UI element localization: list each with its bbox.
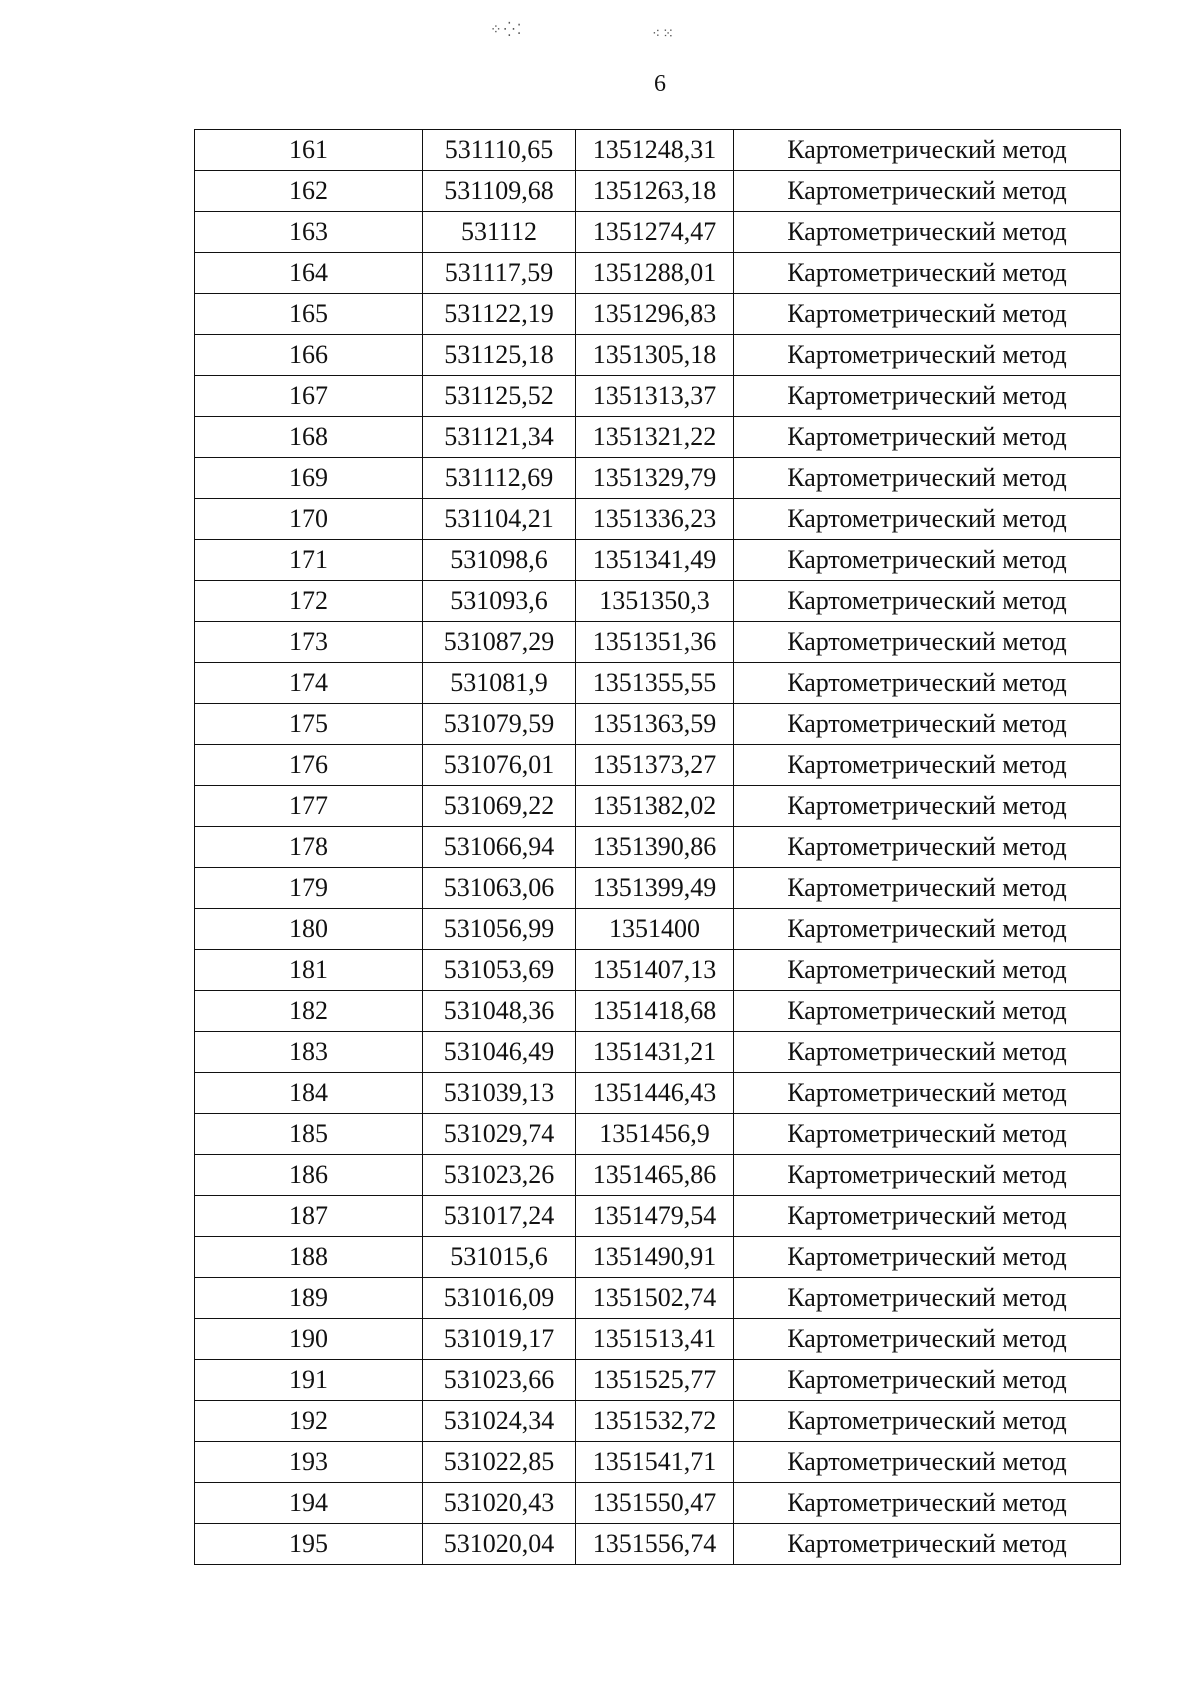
point-number-cell: 189 — [195, 1278, 423, 1319]
y-coordinate-cell: 1351336,23 — [576, 499, 734, 540]
point-number-cell: 178 — [195, 827, 423, 868]
x-coordinate-cell: 531121,34 — [423, 417, 576, 458]
method-cell: Картометрический метод — [734, 499, 1121, 540]
y-coordinate-cell: 1351373,27 — [576, 745, 734, 786]
x-coordinate-cell: 531122,19 — [423, 294, 576, 335]
table-row — [195, 827, 1121, 868]
table-row — [195, 1073, 1121, 1114]
y-coordinate-cell: 1351541,71 — [576, 1442, 734, 1483]
point-number-cell: 171 — [195, 540, 423, 581]
table-row — [195, 294, 1121, 335]
y-coordinate-cell: 1351296,83 — [576, 294, 734, 335]
y-coordinate-cell: 1351502,74 — [576, 1278, 734, 1319]
x-coordinate-cell: 531125,18 — [423, 335, 576, 376]
y-coordinate-cell: 1351431,21 — [576, 1032, 734, 1073]
method-cell: Картометрический метод — [734, 1196, 1121, 1237]
method-cell: Картометрический метод — [734, 212, 1121, 253]
method-cell: Картометрический метод — [734, 294, 1121, 335]
method-cell: Картометрический метод — [734, 1237, 1121, 1278]
method-cell: Картометрический метод — [734, 663, 1121, 704]
point-number-cell: 175 — [195, 704, 423, 745]
x-coordinate-cell: 531039,13 — [423, 1073, 576, 1114]
x-coordinate-cell: 531098,6 — [423, 540, 576, 581]
method-cell: Картометрический метод — [734, 1155, 1121, 1196]
table-row — [195, 1237, 1121, 1278]
method-cell: Картометрический метод — [734, 950, 1121, 991]
scan-artifact: ⁘⁛⁚ — [490, 23, 524, 38]
y-coordinate-cell: 1351321,22 — [576, 417, 734, 458]
table-row — [195, 1360, 1121, 1401]
x-coordinate-cell: 531020,04 — [423, 1524, 576, 1565]
table-row — [195, 909, 1121, 950]
method-cell: Картометрический метод — [734, 335, 1121, 376]
x-coordinate-cell: 531066,94 — [423, 827, 576, 868]
method-cell: Картометрический метод — [734, 827, 1121, 868]
x-coordinate-cell: 531046,49 — [423, 1032, 576, 1073]
method-cell: Картометрический метод — [734, 1278, 1121, 1319]
method-cell: Картометрический метод — [734, 253, 1121, 294]
method-cell: Картометрический метод — [734, 1114, 1121, 1155]
point-number-cell: 173 — [195, 622, 423, 663]
scan-artifact: ⁖⁙ — [652, 27, 676, 42]
y-coordinate-cell: 1351355,55 — [576, 663, 734, 704]
y-coordinate-cell: 1351274,47 — [576, 212, 734, 253]
point-number-cell: 182 — [195, 991, 423, 1032]
table-row — [195, 581, 1121, 622]
y-coordinate-cell: 1351550,47 — [576, 1483, 734, 1524]
y-coordinate-cell: 1351263,18 — [576, 171, 734, 212]
x-coordinate-cell: 531053,69 — [423, 950, 576, 991]
method-cell: Картометрический метод — [734, 909, 1121, 950]
table-row — [195, 130, 1121, 171]
method-cell: Картометрический метод — [734, 1073, 1121, 1114]
method-cell: Картометрический метод — [734, 1032, 1121, 1073]
point-number-cell: 161 — [195, 130, 423, 171]
point-number-cell: 195 — [195, 1524, 423, 1565]
y-coordinate-cell: 1351456,9 — [576, 1114, 734, 1155]
x-coordinate-cell: 531063,06 — [423, 868, 576, 909]
x-coordinate-cell: 531020,43 — [423, 1483, 576, 1524]
y-coordinate-cell: 1351363,59 — [576, 704, 734, 745]
method-cell: Картометрический метод — [734, 417, 1121, 458]
point-number-cell: 183 — [195, 1032, 423, 1073]
table-row — [195, 745, 1121, 786]
method-cell: Картометрический метод — [734, 1442, 1121, 1483]
table-row — [195, 540, 1121, 581]
table-row — [195, 253, 1121, 294]
point-number-cell: 190 — [195, 1319, 423, 1360]
method-cell: Картометрический метод — [734, 704, 1121, 745]
point-number-cell: 185 — [195, 1114, 423, 1155]
table-row — [195, 376, 1121, 417]
table-row — [195, 991, 1121, 1032]
method-cell: Картометрический метод — [734, 745, 1121, 786]
y-coordinate-cell: 1351400 — [576, 909, 734, 950]
coordinates-table-body — [195, 130, 1121, 1565]
table-row — [195, 704, 1121, 745]
method-cell: Картометрический метод — [734, 622, 1121, 663]
table-row — [195, 417, 1121, 458]
y-coordinate-cell: 1351490,91 — [576, 1237, 734, 1278]
table-row — [195, 1483, 1121, 1524]
method-cell: Картометрический метод — [734, 376, 1121, 417]
x-coordinate-cell: 531125,52 — [423, 376, 576, 417]
x-coordinate-cell: 531104,21 — [423, 499, 576, 540]
method-cell: Картометрический метод — [734, 1319, 1121, 1360]
method-cell: Картометрический метод — [734, 1524, 1121, 1565]
table-row — [195, 786, 1121, 827]
coordinates-table — [194, 129, 1121, 1565]
x-coordinate-cell: 531076,01 — [423, 745, 576, 786]
y-coordinate-cell: 1351556,74 — [576, 1524, 734, 1565]
point-number-cell: 181 — [195, 950, 423, 991]
table-row — [195, 212, 1121, 253]
point-number-cell: 177 — [195, 786, 423, 827]
table-row — [195, 1155, 1121, 1196]
y-coordinate-cell: 1351525,77 — [576, 1360, 734, 1401]
y-coordinate-cell: 1351479,54 — [576, 1196, 734, 1237]
table-row — [195, 1319, 1121, 1360]
table-row — [195, 1401, 1121, 1442]
y-coordinate-cell: 1351399,49 — [576, 868, 734, 909]
table-row — [195, 499, 1121, 540]
x-coordinate-cell: 531048,36 — [423, 991, 576, 1032]
point-number-cell: 162 — [195, 171, 423, 212]
x-coordinate-cell: 531023,26 — [423, 1155, 576, 1196]
table-row — [195, 171, 1121, 212]
y-coordinate-cell: 1351513,41 — [576, 1319, 734, 1360]
x-coordinate-cell: 531023,66 — [423, 1360, 576, 1401]
point-number-cell: 186 — [195, 1155, 423, 1196]
table-row — [195, 950, 1121, 991]
y-coordinate-cell: 1351465,86 — [576, 1155, 734, 1196]
table-row — [195, 622, 1121, 663]
y-coordinate-cell: 1351288,01 — [576, 253, 734, 294]
point-number-cell: 191 — [195, 1360, 423, 1401]
point-number-cell: 194 — [195, 1483, 423, 1524]
point-number-cell: 192 — [195, 1401, 423, 1442]
y-coordinate-cell: 1351341,49 — [576, 540, 734, 581]
point-number-cell: 184 — [195, 1073, 423, 1114]
table-row — [195, 1114, 1121, 1155]
point-number-cell: 168 — [195, 417, 423, 458]
y-coordinate-cell: 1351305,18 — [576, 335, 734, 376]
method-cell: Картометрический метод — [734, 581, 1121, 622]
y-coordinate-cell: 1351418,68 — [576, 991, 734, 1032]
x-coordinate-cell: 531093,6 — [423, 581, 576, 622]
x-coordinate-cell: 531016,09 — [423, 1278, 576, 1319]
point-number-cell: 166 — [195, 335, 423, 376]
x-coordinate-cell: 531056,99 — [423, 909, 576, 950]
x-coordinate-cell: 531117,59 — [423, 253, 576, 294]
method-cell: Картометрический метод — [734, 540, 1121, 581]
point-number-cell: 164 — [195, 253, 423, 294]
y-coordinate-cell: 1351532,72 — [576, 1401, 734, 1442]
y-coordinate-cell: 1351329,79 — [576, 458, 734, 499]
method-cell: Картометрический метод — [734, 1483, 1121, 1524]
x-coordinate-cell: 531024,34 — [423, 1401, 576, 1442]
page-number: 6 — [654, 71, 666, 97]
x-coordinate-cell: 531110,65 — [423, 130, 576, 171]
y-coordinate-cell: 1351350,3 — [576, 581, 734, 622]
table-row — [195, 663, 1121, 704]
table-row — [195, 1278, 1121, 1319]
method-cell: Картометрический метод — [734, 786, 1121, 827]
point-number-cell: 169 — [195, 458, 423, 499]
point-number-cell: 174 — [195, 663, 423, 704]
point-number-cell: 165 — [195, 294, 423, 335]
table-row — [195, 868, 1121, 909]
x-coordinate-cell: 531079,59 — [423, 704, 576, 745]
y-coordinate-cell: 1351313,37 — [576, 376, 734, 417]
table-row — [195, 335, 1121, 376]
table-row — [195, 1524, 1121, 1565]
point-number-cell: 188 — [195, 1237, 423, 1278]
point-number-cell: 193 — [195, 1442, 423, 1483]
y-coordinate-cell: 1351446,43 — [576, 1073, 734, 1114]
table-row — [195, 1442, 1121, 1483]
x-coordinate-cell: 531112 — [423, 212, 576, 253]
x-coordinate-cell: 531029,74 — [423, 1114, 576, 1155]
x-coordinate-cell: 531022,85 — [423, 1442, 576, 1483]
method-cell: Картометрический метод — [734, 458, 1121, 499]
point-number-cell: 176 — [195, 745, 423, 786]
x-coordinate-cell: 531109,68 — [423, 171, 576, 212]
table-row — [195, 1032, 1121, 1073]
method-cell: Картометрический метод — [734, 1401, 1121, 1442]
point-number-cell: 170 — [195, 499, 423, 540]
point-number-cell: 167 — [195, 376, 423, 417]
x-coordinate-cell: 531019,17 — [423, 1319, 576, 1360]
point-number-cell: 180 — [195, 909, 423, 950]
y-coordinate-cell: 1351351,36 — [576, 622, 734, 663]
method-cell: Картометрический метод — [734, 1360, 1121, 1401]
y-coordinate-cell: 1351248,31 — [576, 130, 734, 171]
y-coordinate-cell: 1351407,13 — [576, 950, 734, 991]
point-number-cell: 172 — [195, 581, 423, 622]
y-coordinate-cell: 1351390,86 — [576, 827, 734, 868]
method-cell: Картометрический метод — [734, 868, 1121, 909]
method-cell: Картометрический метод — [734, 171, 1121, 212]
x-coordinate-cell: 531081,9 — [423, 663, 576, 704]
x-coordinate-cell: 531015,6 — [423, 1237, 576, 1278]
x-coordinate-cell: 531017,24 — [423, 1196, 576, 1237]
method-cell: Картометрический метод — [734, 991, 1121, 1032]
x-coordinate-cell: 531069,22 — [423, 786, 576, 827]
method-cell: Картометрический метод — [734, 130, 1121, 171]
point-number-cell: 179 — [195, 868, 423, 909]
table-row — [195, 1196, 1121, 1237]
y-coordinate-cell: 1351382,02 — [576, 786, 734, 827]
point-number-cell: 187 — [195, 1196, 423, 1237]
x-coordinate-cell: 531087,29 — [423, 622, 576, 663]
table-row — [195, 458, 1121, 499]
x-coordinate-cell: 531112,69 — [423, 458, 576, 499]
point-number-cell: 163 — [195, 212, 423, 253]
